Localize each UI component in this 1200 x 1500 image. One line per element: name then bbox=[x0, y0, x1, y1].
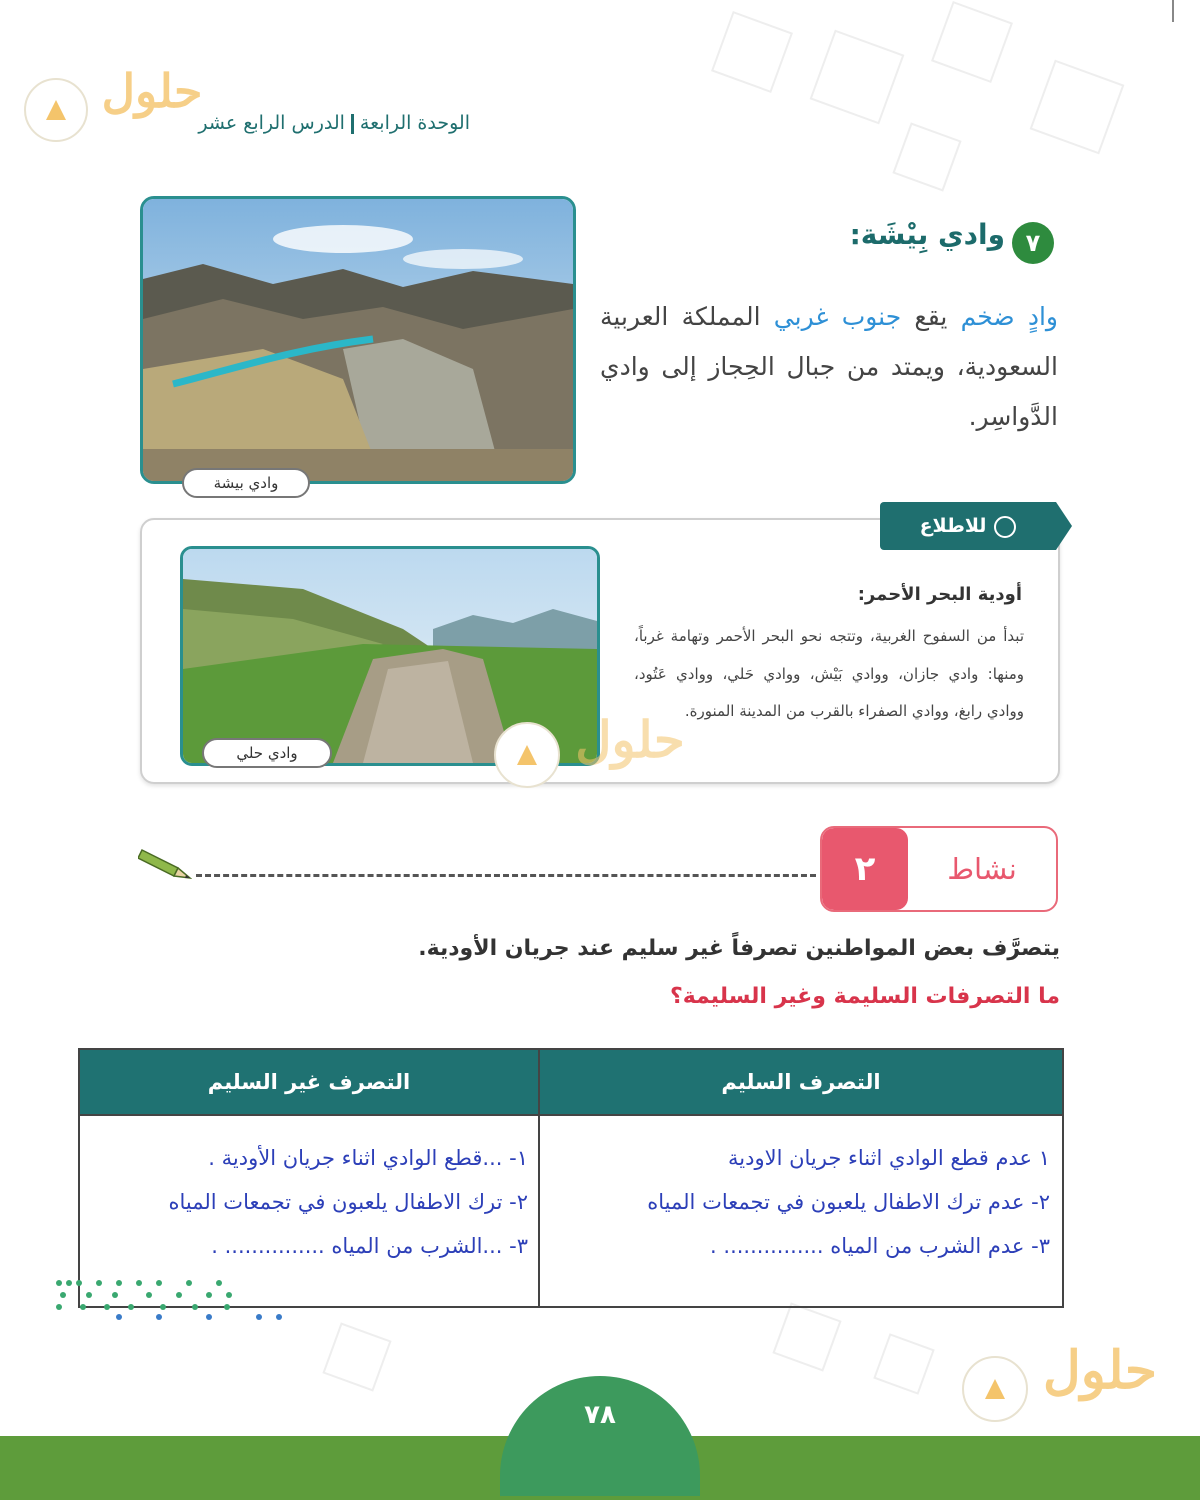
watermark-text: حلول bbox=[1042, 1340, 1157, 1401]
decorative-pattern bbox=[931, 1, 1013, 83]
incorrect-answer-2[interactable]: ٢- ترك الاطفال يلعبون في تجمعات المياه bbox=[168, 1190, 528, 1214]
highlighted-word: وادٍ bbox=[1027, 302, 1058, 331]
vision-2030-logo bbox=[56, 1276, 296, 1324]
decorative-pattern bbox=[322, 1322, 391, 1391]
decorative-pattern bbox=[1030, 60, 1125, 155]
lesson-label: الدرس الرابع عشر bbox=[198, 112, 345, 134]
table-column-divider bbox=[538, 1050, 540, 1306]
lightbulb-icon bbox=[994, 516, 1016, 538]
correct-answer-3[interactable]: ٣- عدم الشرب من المياه ............... . bbox=[710, 1234, 1050, 1258]
correct-answer-1[interactable]: ١ عدم قطع الوادي اثناء جريان الاودية bbox=[728, 1146, 1050, 1170]
activity-subquestion: ما التصرفات السليمة وغير السليمة؟ bbox=[669, 984, 1060, 1009]
unit-label: الوحدة الرابعة bbox=[359, 112, 470, 134]
watermark-logo-icon bbox=[494, 722, 560, 788]
correct-answer-2[interactable]: ٢- عدم ترك الاطفال يلعبون في تجمعات المياه bbox=[647, 1190, 1050, 1214]
info-tag-label: للاطلاع bbox=[919, 515, 987, 537]
incorrect-answer-3[interactable]: ٣- ...الشرب من المياه ............... . bbox=[211, 1234, 528, 1258]
crop-mark bbox=[1172, 0, 1174, 22]
pencil-icon bbox=[138, 846, 192, 870]
wadi-bisha-image bbox=[143, 199, 573, 481]
page-number-tab bbox=[500, 1376, 700, 1496]
decorative-pattern bbox=[711, 11, 793, 93]
body-text: المملكة العربية السعودية، ويمتد من جبال الحِجاز إلى وادي الدَّواسِر. bbox=[600, 302, 1058, 431]
decorative-pattern bbox=[892, 122, 961, 191]
highlighted-word: جنوب bbox=[841, 302, 902, 331]
watermark-logo-icon bbox=[962, 1356, 1028, 1422]
info-body-text: تبدأ من السفوح الغربية، وتتجه نحو البحر الأحمر وتهامة غرباً، ومنها: وادي جازان، ووادي بَيْش، ووادي حَلي، ووادي عَتُود، ووادي رابغ، ووادي الصفراء بالقرب من المدينة المنورة. bbox=[634, 627, 1024, 720]
breadcrumb bbox=[150, 112, 470, 142]
decorative-pattern bbox=[810, 30, 905, 125]
highlighted-word: غربي bbox=[773, 302, 829, 331]
info-tag bbox=[880, 502, 1056, 550]
tag-arrow-icon bbox=[1056, 502, 1072, 550]
incorrect-answer-1[interactable]: ١- ...قطع الوادي اثناء جريان الأودية . bbox=[208, 1146, 528, 1170]
highlighted-word: ضخم bbox=[960, 302, 1015, 331]
wadi-bisha-photo bbox=[140, 196, 576, 484]
activity-question: يتصرَّف بعض المواطنين تصرفاً غير سليم عند جريان الأودية. bbox=[418, 936, 1060, 961]
photo-caption: وادي بيشة bbox=[182, 468, 310, 498]
section-title: وادي بِيْشَة: bbox=[849, 218, 1005, 251]
activity-label: نشاط bbox=[947, 852, 1017, 886]
activity-number: ٢ bbox=[822, 828, 908, 910]
activity-box bbox=[820, 826, 1058, 912]
table-header-rule bbox=[80, 1114, 1062, 1116]
decorative-pattern bbox=[873, 1333, 935, 1395]
answers-table bbox=[78, 1048, 1064, 1308]
table-header-correct: التصرف السليم bbox=[540, 1050, 1062, 1114]
breadcrumb-separator bbox=[351, 114, 354, 134]
section-number-badge: ٧ bbox=[1012, 222, 1054, 264]
watermark-logo-icon bbox=[24, 78, 88, 142]
info-title: أودية البحر الأحمر: bbox=[857, 584, 1022, 605]
photo-caption: وادي حلي bbox=[202, 738, 332, 768]
activity-dashed-line bbox=[196, 874, 816, 877]
watermark-text: حلول bbox=[575, 710, 685, 769]
table-header-incorrect: التصرف غير السليم bbox=[80, 1050, 538, 1114]
page-number: ٧٨ bbox=[584, 1400, 616, 1430]
watermark-text: حلول bbox=[101, 64, 203, 118]
section-body-text bbox=[600, 292, 1058, 442]
body-word: يقع bbox=[914, 302, 948, 331]
decorative-pattern bbox=[772, 1302, 841, 1371]
